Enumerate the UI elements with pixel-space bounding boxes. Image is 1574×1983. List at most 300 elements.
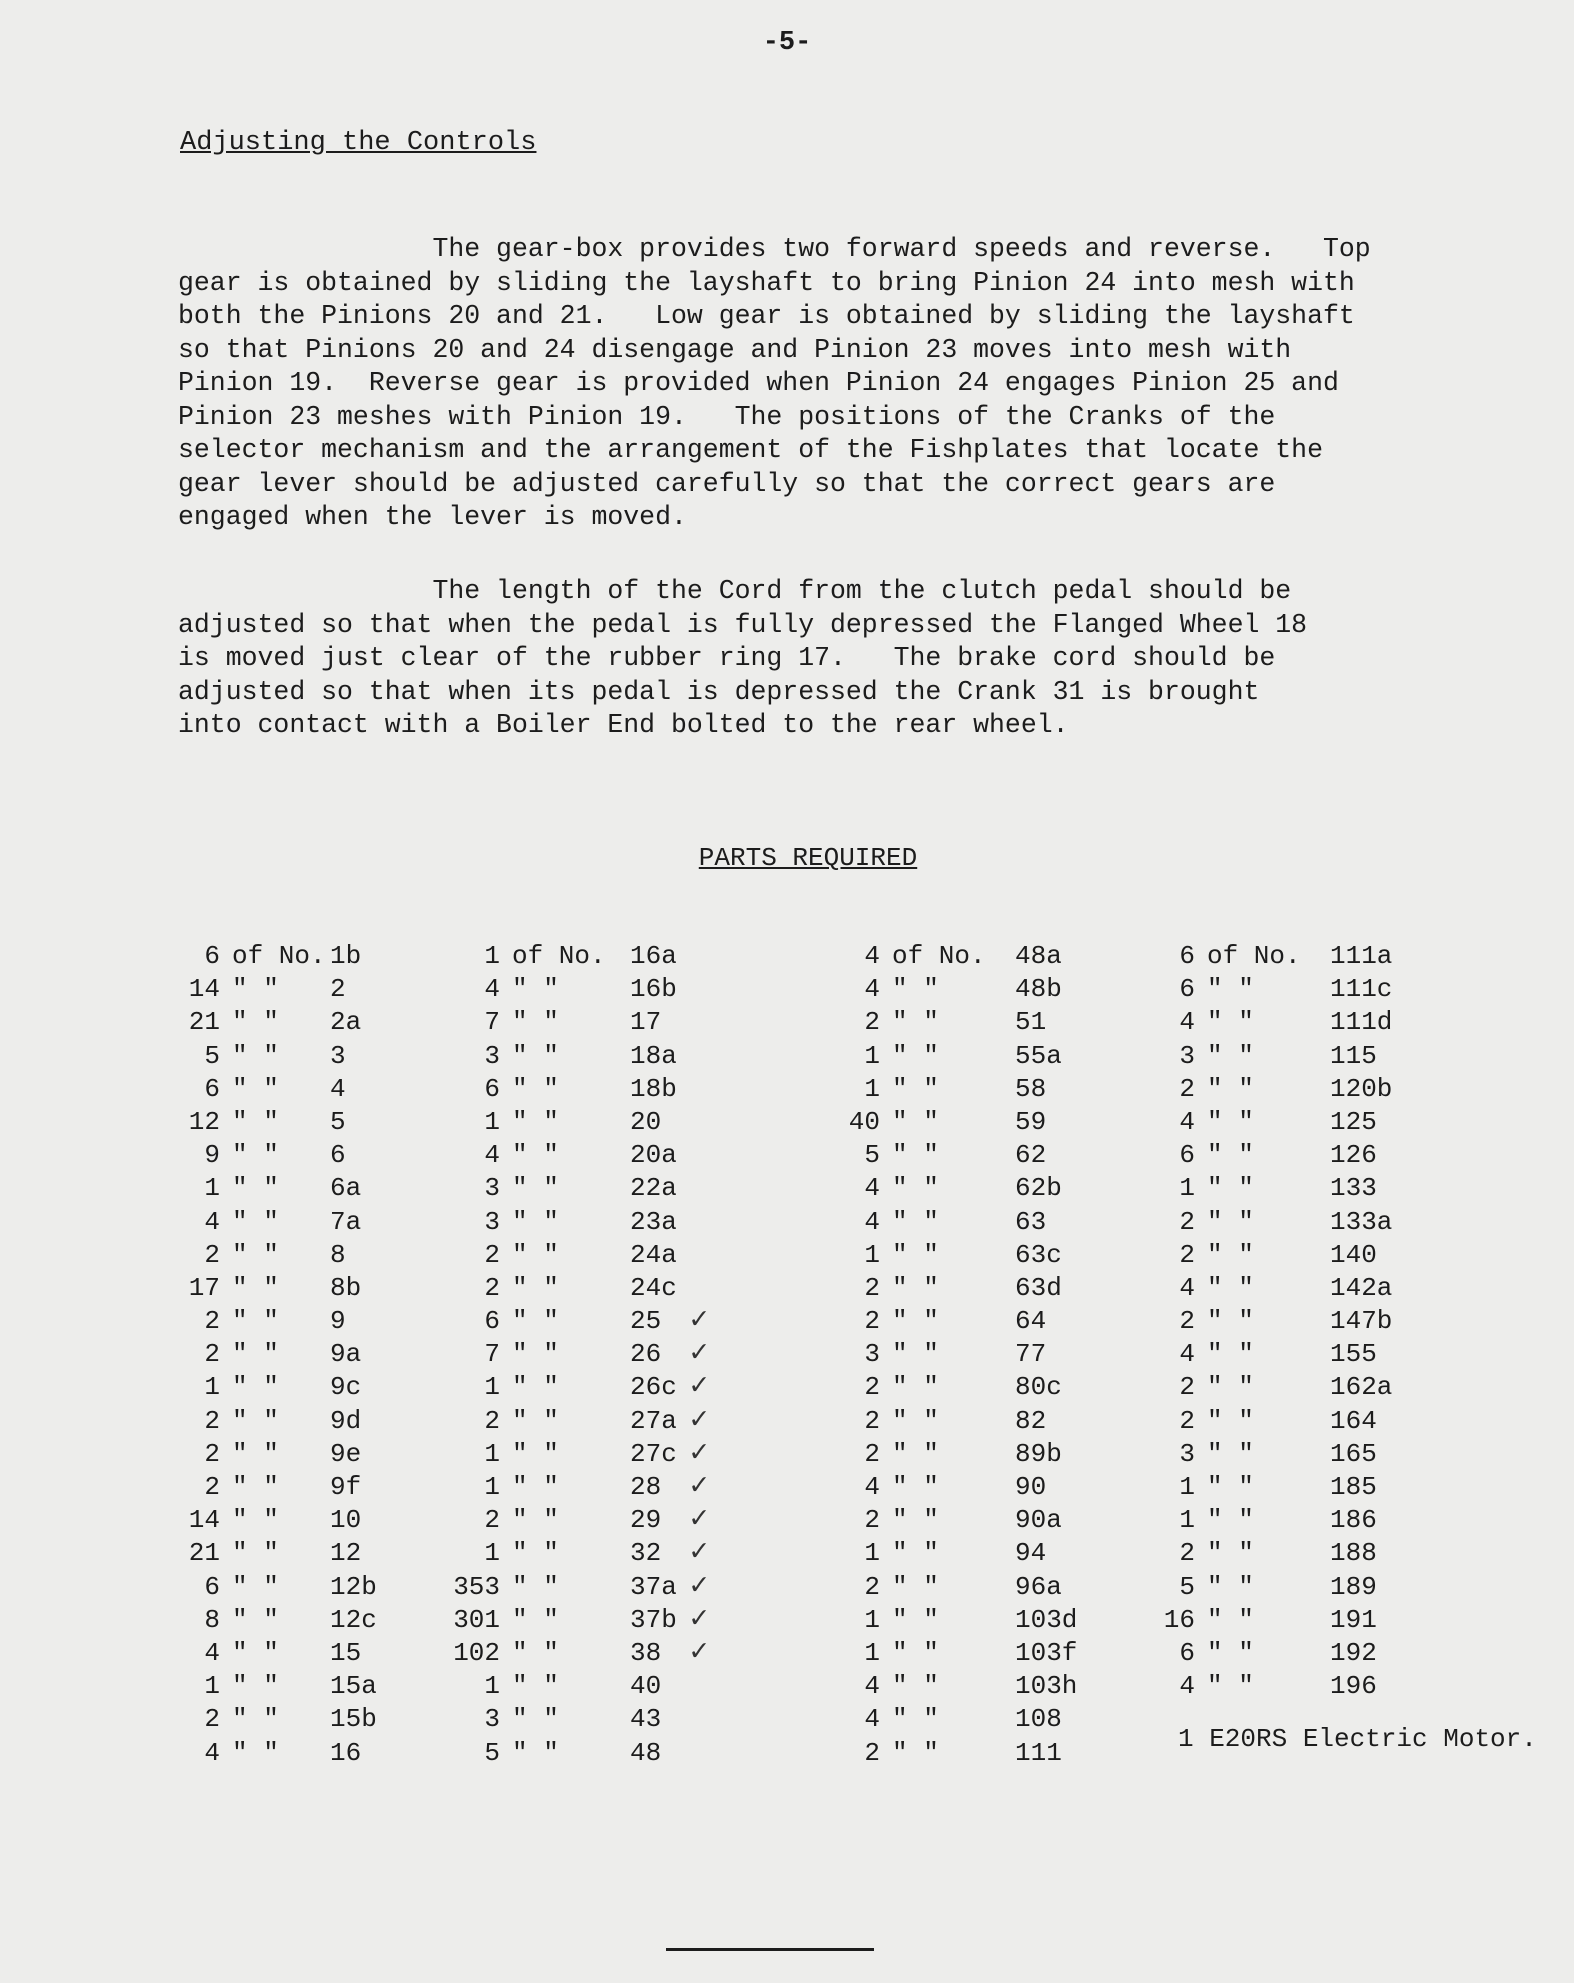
part-quantity: 14 xyxy=(188,974,220,1005)
part-number: 9e xyxy=(330,1438,362,1469)
part-quantity: 2 xyxy=(864,1372,880,1403)
part-quantity: 21 xyxy=(188,1538,220,1569)
footer-rule xyxy=(666,1948,874,1951)
part-of-no: " " xyxy=(512,1538,559,1569)
part-quantity: 6 xyxy=(1179,974,1195,1005)
part-of-no: " " xyxy=(512,1306,559,1337)
part-of-no: " " xyxy=(892,1571,939,1602)
part-number: 24a xyxy=(630,1239,677,1270)
part-quantity: 3 xyxy=(484,1040,500,1071)
part-of-no: " " xyxy=(892,1040,939,1071)
part-number: 12c xyxy=(330,1604,377,1635)
part-number: 15 xyxy=(330,1637,362,1668)
part-of-no: " " xyxy=(512,1604,559,1635)
part-number: 90 xyxy=(1015,1472,1047,1502)
part-row xyxy=(450,1338,830,1371)
part-row xyxy=(450,1537,830,1570)
part-number: 37a xyxy=(630,1571,677,1602)
part-number: 96a xyxy=(1015,1571,1062,1602)
part-quantity: 2 xyxy=(484,1505,500,1536)
part-of-no: " " xyxy=(1207,1637,1254,1668)
part-quantity: 1 xyxy=(1179,1173,1195,1204)
part-quantity: 102 xyxy=(453,1637,500,1668)
part-row xyxy=(450,1172,830,1205)
part-number: 63d xyxy=(1015,1272,1062,1303)
part-quantity: 6 xyxy=(484,1306,500,1337)
part-row xyxy=(1145,1471,1574,1504)
part-quantity: 2 xyxy=(864,1737,880,1768)
part-number: 3 xyxy=(330,1040,346,1071)
part-number: 125 xyxy=(1330,1106,1377,1137)
part-row xyxy=(830,1737,1210,1770)
part-of-no: " " xyxy=(892,1206,939,1237)
part-quantity: 4 xyxy=(204,1737,220,1768)
part-number: 62b xyxy=(1015,1173,1062,1204)
part-quantity: 2 xyxy=(1179,1538,1195,1569)
part-row xyxy=(1145,1438,1574,1471)
part-quantity: 1 xyxy=(484,1372,500,1403)
part-number: 2 xyxy=(330,974,346,1005)
part-of-no: " " xyxy=(1207,1472,1254,1502)
part-of-no: " " xyxy=(1207,1538,1254,1569)
part-row xyxy=(450,1139,830,1172)
part-of-no: " " xyxy=(232,1239,279,1270)
part-row xyxy=(1145,1537,1574,1570)
part-of-no: " " xyxy=(232,1272,279,1303)
part-of-no: " " xyxy=(892,1007,939,1038)
part-number: 4 xyxy=(330,1073,346,1104)
part-number: 63 xyxy=(1015,1206,1047,1237)
part-quantity: 6 xyxy=(1179,941,1195,971)
paragraph-line: The gear-box provides two forward speeds and reverse. Top xyxy=(178,234,1371,264)
part-quantity: 40 xyxy=(848,1106,880,1137)
part-row xyxy=(1145,1172,1574,1205)
check-mark-icon: ✓ xyxy=(690,1602,709,1637)
part-of-no: " " xyxy=(232,1637,279,1668)
part-quantity: 353 xyxy=(453,1571,500,1602)
part-number: 103d xyxy=(1015,1604,1078,1635)
part-quantity: 2 xyxy=(204,1339,220,1370)
part-quantity: 2 xyxy=(204,1438,220,1469)
part-of-no: " " xyxy=(512,1173,559,1204)
part-row xyxy=(450,1438,830,1471)
part-row xyxy=(1145,1338,1574,1371)
part-number: 133 xyxy=(1330,1173,1377,1204)
paragraph-line: gear is obtained by sliding the layshaft to bring Pinion 24 into mesh with xyxy=(178,267,1355,298)
part-quantity: 1 xyxy=(484,1106,500,1137)
part-of-no: of No. xyxy=(1207,941,1301,971)
part-number: 94 xyxy=(1015,1538,1047,1569)
paragraph-line: selector mechanism and the arrangement of the Fishplates that locate the xyxy=(178,435,1323,465)
part-of-no: " " xyxy=(1207,1040,1254,1071)
part-of-no: " " xyxy=(512,1704,559,1735)
parts-column-2 xyxy=(450,940,830,1770)
part-number: 133a xyxy=(1330,1206,1393,1237)
part-number: 32 xyxy=(630,1538,662,1569)
part-quantity: 2 xyxy=(1179,1372,1195,1403)
paragraph-line: adjusted so that when its pedal is depressed the Crank 31 is brought xyxy=(178,676,1260,707)
part-quantity: 7 xyxy=(484,1007,500,1038)
part-of-no: " " xyxy=(892,1737,939,1768)
part-number: 9f xyxy=(330,1472,362,1502)
part-quantity: 4 xyxy=(204,1206,220,1237)
part-of-no: " " xyxy=(1207,1306,1254,1337)
part-quantity: 2 xyxy=(864,1505,880,1536)
part-of-no: " " xyxy=(1207,1505,1254,1536)
part-row xyxy=(1145,1504,1574,1537)
part-quantity: 1 xyxy=(864,1239,880,1270)
part-of-no: of No. xyxy=(232,941,326,971)
part-number: 8 xyxy=(330,1239,346,1270)
part-row xyxy=(1145,1239,1574,1272)
part-of-no: " " xyxy=(512,1007,559,1038)
part-row xyxy=(1145,1040,1574,1073)
part-of-no: " " xyxy=(232,1704,279,1735)
part-of-no: " " xyxy=(892,1372,939,1403)
part-row xyxy=(1145,1006,1574,1039)
part-row xyxy=(1145,1670,1574,1703)
part-of-no: " " xyxy=(512,1438,559,1469)
part-number: 10 xyxy=(330,1505,362,1536)
part-number: 103h xyxy=(1015,1671,1078,1702)
part-quantity: 9 xyxy=(204,1140,220,1171)
part-quantity: 1 xyxy=(204,1671,220,1702)
part-number: 90a xyxy=(1015,1505,1062,1536)
part-of-no: " " xyxy=(512,974,559,1005)
part-of-no: " " xyxy=(232,1206,279,1237)
part-of-no: " " xyxy=(232,1438,279,1469)
part-of-no: " " xyxy=(512,1405,559,1436)
part-quantity: 5 xyxy=(204,1040,220,1071)
part-row xyxy=(1145,1371,1574,1404)
part-quantity: 1 xyxy=(864,1073,880,1104)
part-number: 63c xyxy=(1015,1239,1062,1270)
part-quantity: 4 xyxy=(864,1173,880,1204)
part-quantity: 3 xyxy=(484,1206,500,1237)
part-number: 2a xyxy=(330,1007,362,1038)
part-number: 108 xyxy=(1015,1704,1062,1735)
part-quantity: 4 xyxy=(864,1671,880,1702)
part-quantity: 1 xyxy=(204,1372,220,1403)
part-quantity: 2 xyxy=(1179,1405,1195,1436)
part-number: 7a xyxy=(330,1206,362,1237)
part-quantity: 5 xyxy=(484,1737,500,1768)
part-row xyxy=(1145,973,1574,1006)
part-of-no: " " xyxy=(232,1472,279,1502)
part-number: 126 xyxy=(1330,1140,1377,1171)
part-quantity: 2 xyxy=(1179,1073,1195,1104)
part-number: 103f xyxy=(1015,1637,1078,1668)
part-of-no: " " xyxy=(1207,1571,1254,1602)
part-of-no: " " xyxy=(512,1737,559,1768)
part-quantity: 2 xyxy=(864,1272,880,1303)
part-number: 22a xyxy=(630,1173,677,1204)
part-number: 58 xyxy=(1015,1073,1047,1104)
part-of-no: " " xyxy=(512,1372,559,1403)
part-number: 12 xyxy=(330,1538,362,1569)
part-number: 1b xyxy=(330,941,362,971)
check-mark-icon: ✓ xyxy=(690,1470,709,1504)
part-number: 82 xyxy=(1015,1405,1047,1436)
part-number: 51 xyxy=(1015,1007,1047,1038)
check-mark-icon: ✓ xyxy=(690,1337,709,1372)
part-of-no: " " xyxy=(232,1106,279,1137)
part-number: 80c xyxy=(1015,1372,1062,1403)
part-of-no: " " xyxy=(1207,1405,1254,1436)
part-quantity: 2 xyxy=(204,1704,220,1735)
part-of-no: " " xyxy=(892,1239,939,1270)
part-quantity: 12 xyxy=(188,1106,220,1137)
part-of-no: " " xyxy=(892,1671,939,1702)
part-quantity: 3 xyxy=(484,1704,500,1735)
part-of-no: " " xyxy=(232,1405,279,1436)
part-row xyxy=(1145,1272,1574,1305)
part-number: 25 xyxy=(630,1306,662,1337)
check-mark-icon: ✓ xyxy=(690,1635,709,1670)
check-mark-icon: ✓ xyxy=(690,1536,709,1571)
part-row xyxy=(450,1670,830,1703)
part-number: 23a xyxy=(630,1206,677,1237)
paragraph-line: gear lever should be adjusted carefully so that the correct gears are xyxy=(178,468,1276,499)
part-number: 48 xyxy=(630,1737,662,1768)
part-of-no: " " xyxy=(1207,1007,1254,1038)
part-of-no: " " xyxy=(232,1040,279,1071)
part-number: 26 xyxy=(630,1339,662,1370)
part-of-no: " " xyxy=(1207,1239,1254,1270)
part-of-no: " " xyxy=(892,1472,939,1502)
part-row xyxy=(1145,1139,1574,1172)
part-number: 192 xyxy=(1330,1637,1377,1668)
part-row xyxy=(1145,1106,1574,1139)
part-of-no: " " xyxy=(512,1505,559,1536)
part-of-no: " " xyxy=(512,1571,559,1602)
part-of-no: " " xyxy=(512,1272,559,1303)
parts-column-4 xyxy=(1145,940,1574,1703)
part-number: 8b xyxy=(330,1272,362,1303)
part-number: 111 xyxy=(1015,1737,1062,1768)
part-number: 6 xyxy=(330,1140,346,1171)
part-quantity: 1 xyxy=(864,1604,880,1635)
part-of-no: " " xyxy=(1207,1339,1254,1370)
part-of-no: " " xyxy=(512,1239,559,1270)
part-row xyxy=(830,1703,1210,1736)
part-quantity: 2 xyxy=(204,1405,220,1436)
part-quantity: 2 xyxy=(1179,1306,1195,1337)
part-number: 165 xyxy=(1330,1438,1377,1469)
part-row xyxy=(450,1405,830,1438)
part-quantity: 2 xyxy=(484,1405,500,1436)
part-row xyxy=(1145,1305,1574,1338)
part-quantity: 4 xyxy=(864,974,880,1005)
part-quantity: 4 xyxy=(1179,1339,1195,1370)
part-number: 20a xyxy=(630,1140,677,1171)
part-number: 37b xyxy=(630,1604,677,1635)
part-number: 59 xyxy=(1015,1106,1047,1137)
part-row xyxy=(450,1206,830,1239)
part-row xyxy=(450,1637,830,1670)
part-quantity: 6 xyxy=(1179,1637,1195,1668)
part-row xyxy=(1145,1604,1574,1637)
part-of-no: of No. xyxy=(892,941,986,971)
part-of-no: of No. xyxy=(512,941,606,971)
part-of-no: " " xyxy=(892,1272,939,1303)
part-number: 62 xyxy=(1015,1140,1047,1171)
part-quantity: 4 xyxy=(484,1140,500,1171)
part-number: 29 xyxy=(630,1505,662,1536)
part-number: 111a xyxy=(1330,941,1393,971)
part-number: 17 xyxy=(630,1007,662,1038)
part-of-no: " " xyxy=(892,1073,939,1104)
part-of-no: " " xyxy=(892,974,939,1005)
part-row xyxy=(450,1239,830,1272)
part-of-no: " " xyxy=(892,1704,939,1735)
part-of-no: " " xyxy=(232,974,279,1005)
paragraph-line: adjusted so that when the pedal is fully depressed the Flanged Wheel 18 xyxy=(178,609,1308,640)
part-of-no: " " xyxy=(892,1306,939,1337)
part-quantity: 4 xyxy=(1179,1671,1195,1702)
part-number: 111c xyxy=(1330,974,1393,1005)
part-number: 24c xyxy=(630,1272,677,1303)
paragraph-line: Pinion 19. Reverse gear is provided when Pinion 24 engages Pinion 25 and xyxy=(178,368,1339,398)
paragraph-line: engaged when the lever is moved. xyxy=(178,502,687,532)
part-row xyxy=(1145,1206,1574,1239)
part-row xyxy=(1145,1073,1574,1106)
part-quantity: 3 xyxy=(1179,1040,1195,1071)
part-of-no: " " xyxy=(512,1073,559,1104)
part-row xyxy=(1145,940,1574,973)
part-row xyxy=(1145,1571,1574,1604)
part-quantity: 7 xyxy=(484,1339,500,1370)
part-quantity: 17 xyxy=(188,1272,220,1303)
part-quantity: 3 xyxy=(1179,1438,1195,1469)
part-of-no: " " xyxy=(1207,1438,1254,1469)
part-quantity: 4 xyxy=(1179,1106,1195,1137)
part-number: 147b xyxy=(1330,1306,1393,1337)
part-of-no: " " xyxy=(232,1671,279,1702)
part-of-no: " " xyxy=(892,1173,939,1204)
part-number: 115 xyxy=(1330,1040,1377,1071)
part-number: 27c xyxy=(630,1438,677,1469)
part-quantity: 2 xyxy=(864,1405,880,1436)
part-number: 38 xyxy=(630,1637,662,1668)
part-of-no: " " xyxy=(892,1604,939,1635)
part-quantity: 2 xyxy=(864,1306,880,1337)
part-quantity: 4 xyxy=(864,1704,880,1735)
part-of-no: " " xyxy=(892,1140,939,1171)
paragraph-line: Pinion 23 meshes with Pinion 19. The positions of the Cranks of the xyxy=(178,401,1276,432)
check-mark-icon: ✓ xyxy=(690,1503,709,1538)
part-quantity: 2 xyxy=(864,1571,880,1602)
part-of-no: " " xyxy=(892,1538,939,1569)
part-of-no: " " xyxy=(1207,1106,1254,1137)
part-quantity: 2 xyxy=(204,1306,220,1337)
part-row xyxy=(450,1106,830,1139)
paragraph-line: The length of the Cord from the clutch pedal should be xyxy=(178,576,1292,606)
part-of-no: " " xyxy=(892,1505,939,1536)
part-of-no: " " xyxy=(232,1737,279,1768)
part-of-no: " " xyxy=(892,1438,939,1469)
part-of-no: " " xyxy=(1207,1272,1254,1303)
part-quantity: 2 xyxy=(204,1239,220,1270)
part-quantity: 301 xyxy=(453,1604,500,1635)
part-quantity: 21 xyxy=(188,1007,220,1038)
part-number: 16b xyxy=(630,974,677,1005)
part-of-no: " " xyxy=(232,1073,279,1104)
part-of-no: " " xyxy=(232,1339,279,1370)
part-quantity: 14 xyxy=(188,1505,220,1536)
part-quantity: 5 xyxy=(1179,1571,1195,1602)
part-number: 162a xyxy=(1330,1372,1393,1403)
part-number: 9c xyxy=(330,1372,362,1403)
part-row xyxy=(1145,1405,1574,1438)
part-of-no: " " xyxy=(512,1671,559,1702)
part-of-no: " " xyxy=(1207,1372,1254,1403)
part-quantity: 16 xyxy=(1163,1604,1195,1635)
part-quantity: 1 xyxy=(484,1538,500,1569)
part-row xyxy=(450,1272,830,1305)
part-of-no: " " xyxy=(1207,1671,1254,1702)
part-of-no: " " xyxy=(512,1637,559,1668)
part-row xyxy=(450,1471,830,1504)
part-of-no: " " xyxy=(512,1040,559,1071)
parts-title-text: PARTS REQUIRED xyxy=(698,843,918,873)
part-of-no: " " xyxy=(892,1405,939,1436)
part-quantity: 5 xyxy=(864,1140,880,1171)
part-row xyxy=(450,940,830,973)
part-number: 16 xyxy=(330,1737,362,1768)
part-quantity: 6 xyxy=(204,1073,220,1104)
check-mark-icon: ✓ xyxy=(690,1436,709,1471)
part-number: 186 xyxy=(1330,1505,1377,1536)
part-of-no: " " xyxy=(1207,1140,1254,1171)
part-quantity: 2 xyxy=(864,1438,880,1469)
part-number: 15a xyxy=(330,1671,377,1702)
part-number: 89b xyxy=(1015,1438,1062,1469)
part-number: 185 xyxy=(1330,1472,1377,1502)
part-row xyxy=(450,1040,830,1073)
part-quantity: 4 xyxy=(864,941,880,971)
part-quantity: 6 xyxy=(204,941,220,971)
part-quantity: 6 xyxy=(484,1073,500,1104)
part-row xyxy=(450,973,830,1006)
part-number: 189 xyxy=(1330,1571,1377,1602)
part-number: 120b xyxy=(1330,1073,1393,1104)
part-of-no: " " xyxy=(232,1538,279,1569)
part-number: 48b xyxy=(1015,974,1062,1005)
part-quantity: 8 xyxy=(204,1604,220,1635)
paragraph-gearbox xyxy=(178,233,1438,535)
part-quantity: 3 xyxy=(864,1339,880,1370)
part-number: 140 xyxy=(1330,1239,1377,1270)
parts-required-heading xyxy=(0,843,1574,873)
part-quantity: 2 xyxy=(484,1272,500,1303)
part-row xyxy=(450,1703,830,1736)
part-quantity: 1 xyxy=(484,941,500,971)
part-row xyxy=(450,1305,830,1338)
part-quantity: 1 xyxy=(484,1438,500,1469)
part-of-no: " " xyxy=(512,1206,559,1237)
part-of-no: " " xyxy=(512,1106,559,1137)
page-number: -5- xyxy=(762,28,812,58)
part-of-no: " " xyxy=(1207,1206,1254,1237)
part-quantity: 1 xyxy=(1179,1472,1195,1502)
part-quantity: 1 xyxy=(204,1173,220,1204)
part-number: 28 xyxy=(630,1472,662,1502)
part-number: 9d xyxy=(330,1405,362,1436)
part-number: 18b xyxy=(630,1073,677,1104)
part-number: 20 xyxy=(630,1106,662,1137)
part-of-no: " " xyxy=(232,1571,279,1602)
